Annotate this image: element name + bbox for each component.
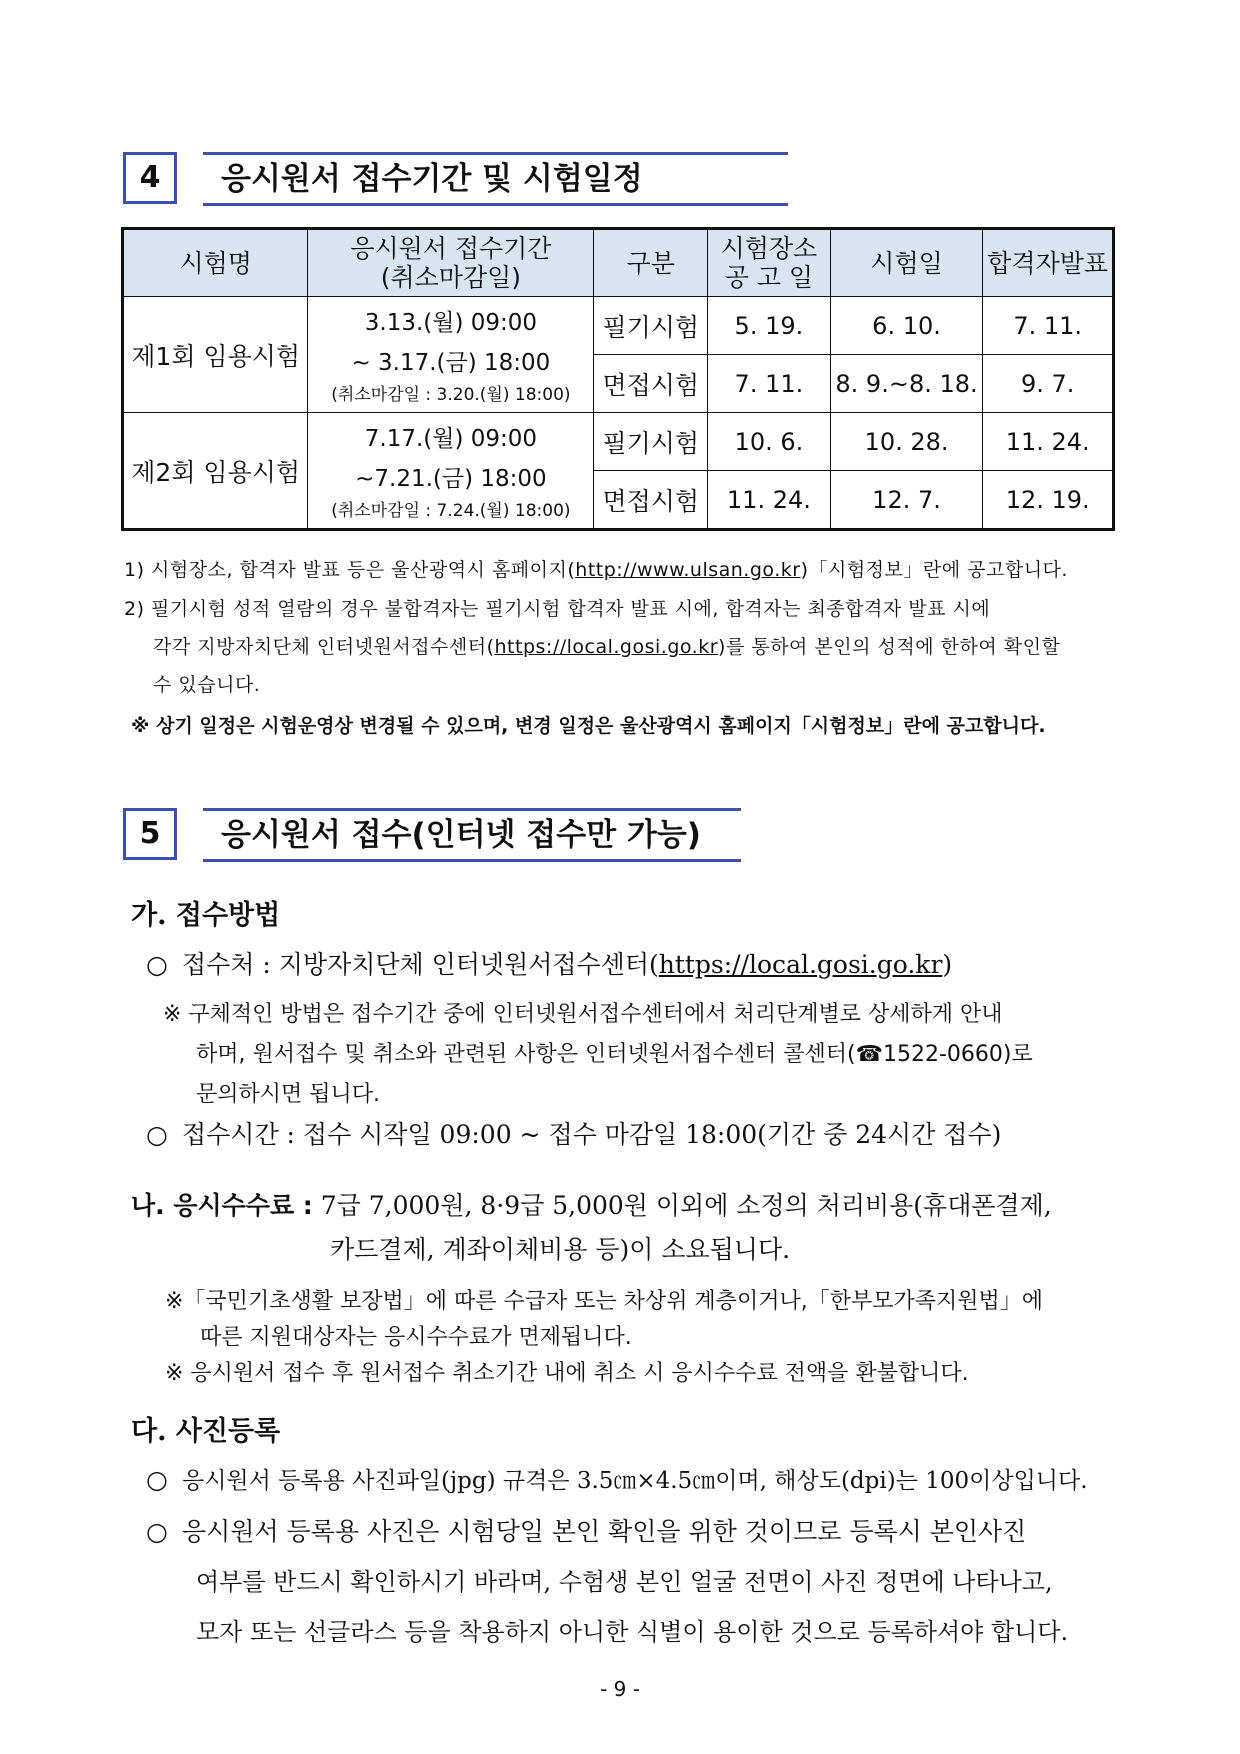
item-text: 접수시간 : 접수 시작일 09:00 ~ 접수 마감일 18:00(기간 중 24시간 접수) (182, 1120, 1002, 1149)
section-title: 응시원서 접수기간 및 시험일정 (203, 152, 788, 206)
header-kind: 구분 (594, 229, 708, 297)
header-period (308, 229, 594, 297)
exam-date: 6. 10. (830, 297, 983, 355)
header-result: 합격자발표 (983, 229, 1114, 297)
exam-kind: 필기시험 (594, 297, 708, 355)
section-number: 4 (123, 152, 177, 204)
list-item (146, 1512, 1026, 1548)
note-2-line2 (153, 632, 1060, 659)
list-item (146, 945, 952, 981)
venue-date: 11. 24. (708, 471, 831, 530)
exam-kind: 필기시험 (594, 413, 708, 471)
table-row (123, 413, 1114, 471)
table-row (123, 297, 1114, 355)
note-1-text: 1) 시험장소, 합격자 발표 등은 울산광역시 홈페이지( (124, 559, 576, 581)
round-period (308, 297, 594, 413)
list-item (146, 1462, 1088, 1495)
item-text: 응시원서 등록용 사진파일(jpg) 규격은 3.5㎝×4.5㎝이며, 해상도(dpi)는 100이상입니다. (182, 1468, 1088, 1494)
header-exam-date: 시험일 (830, 229, 983, 297)
round-period (308, 413, 594, 530)
list-item-cont: 여부를 반드시 확인하시기 바라며, 수험생 본인 얼굴 전면이 사진 정면에 나타나고, (196, 1568, 1053, 1596)
subsection-na (131, 1186, 1052, 1222)
circle-bullet-icon: ○ (146, 1517, 168, 1546)
section-number: 5 (123, 808, 177, 860)
header-period-line2: (취소마감일) (380, 263, 522, 292)
exam-kind: 면접시험 (594, 355, 708, 413)
reference-note: ※「국민기초생활 보장법」에 따른 수급자 또는 차상위 계층이거나,「한부모가족지원법」에 (165, 1289, 1043, 1314)
circle-bullet-icon: ○ (146, 950, 168, 979)
subsection-da-title: 다. 사진등록 (131, 1416, 281, 1447)
item-text: 응시원서 등록용 사진은 시험당일 본인 확인을 위한 것이므로 등록시 본인사진 (182, 1517, 1027, 1546)
exam-kind: 면접시험 (594, 471, 708, 530)
header-venue-line1: 시험장소 (720, 234, 818, 263)
fee-text-cont: 카드결제, 계좌이체비용 등)이 소요됩니다. (330, 1235, 791, 1264)
note-2-text: 각각 지방자치단체 인터넷원서접수센터( (153, 636, 495, 658)
item-text-end: ) (942, 950, 953, 979)
cancel-deadline: (취소마감일 : 7.24.(월) 18:00) (331, 500, 571, 521)
note-2-line1: 2) 필기시험 성적 열람의 경우 불합격자는 필기시험 합격자 발표 시에, 합격자는 최종합격자 발표 시에 (124, 598, 991, 620)
period-start: 3.13.(월) 09:00 (364, 309, 538, 336)
header-venue-line2: 공 고 일 (724, 263, 814, 292)
cancel-deadline: (취소마감일 : 3.20.(월) 18:00) (331, 384, 571, 405)
reference-note-cont: 문의하시면 됩니다. (196, 1082, 381, 1107)
result-date: 9. 7. (983, 355, 1114, 413)
subsection-na-label: 나. 응시수수료 : (131, 1191, 313, 1220)
round-name: 제1회 임용시험 (123, 297, 308, 413)
schedule-warning: ※ 상기 일정은 시험운영상 변경될 수 있으며, 변경 일정은 울산광역시 홈페이지「시험정보」란에 공고합니다. (131, 715, 1046, 737)
note-1-text-end: )「시험정보」란에 공고합니다. (800, 559, 1068, 581)
header-exam-name: 시험명 (123, 229, 308, 297)
exam-date: 8. 9.~8. 18. (830, 355, 983, 413)
venue-date: 10. 6. (708, 413, 831, 471)
period-end: ~ 3.17.(금) 18:00 (351, 349, 551, 376)
list-item (146, 1115, 1001, 1151)
result-date: 11. 24. (983, 413, 1114, 471)
ulsan-link[interactable]: http://www.ulsan.go.kr (575, 559, 801, 581)
exam-date: 10. 28. (830, 413, 983, 471)
gosi-link[interactable]: https://local.gosi.go.kr (494, 636, 719, 658)
gosi-link[interactable]: https://local.gosi.go.kr (658, 950, 943, 979)
reference-note: ※ 응시원서 접수 후 원서접수 취소기간 내에 취소 시 응시수수료 전액을 환불합니다. (165, 1361, 969, 1386)
result-date: 12. 19. (983, 471, 1114, 530)
note-2-line3: 수 있습니다. (153, 674, 261, 696)
venue-date: 7. 11. (708, 355, 831, 413)
circle-bullet-icon: ○ (146, 1465, 168, 1494)
reference-note: ※ 구체적인 방법은 접수기간 중에 인터넷원서접수센터에서 처리단계별로 상세하게 안내 (163, 1002, 1003, 1027)
list-item-cont: 모자 또는 선글라스 등을 착용하지 아니한 식별이 용이한 것으로 등록하셔야 합니다. (196, 1618, 1069, 1646)
header-venue (708, 229, 831, 297)
section-title: 응시원서 접수(인터넷 접수만 가능) (203, 808, 741, 862)
period-start: 7.17.(월) 09:00 (364, 425, 538, 452)
page-number: - 9 - (600, 1677, 640, 1701)
exam-date: 12. 7. (830, 471, 983, 530)
reference-note-cont: 하며, 원서접수 및 취소와 관련된 사항은 인터넷원서접수센터 콜센터(☎1522-0660)로 (196, 1042, 1033, 1067)
circle-bullet-icon: ○ (146, 1120, 168, 1149)
header-period-line1: 응시원서 접수기간 (350, 234, 552, 263)
reference-note-cont: 따른 지원대상자는 응시수수료가 면제됩니다. (200, 1325, 632, 1350)
note-2-text-end: )를 통하여 본인의 성적에 한하여 확인할 (718, 636, 1061, 658)
fee-text: 7급 7,000원, 8·9급 5,000원 이외에 소정의 처리비용(휴대폰결제, (320, 1191, 1052, 1220)
venue-date: 5. 19. (708, 297, 831, 355)
note-1 (124, 555, 1068, 582)
table-header-row (123, 229, 1114, 297)
result-date: 7. 11. (983, 297, 1114, 355)
item-text: 접수처 : 지방자치단체 인터넷원서접수센터( (182, 950, 659, 979)
subsection-ga-title: 가. 접수방법 (131, 900, 281, 931)
exam-schedule-table (121, 227, 1115, 531)
round-name: 제2회 임용시험 (123, 413, 308, 530)
period-end: ~7.21.(금) 18:00 (355, 465, 547, 492)
